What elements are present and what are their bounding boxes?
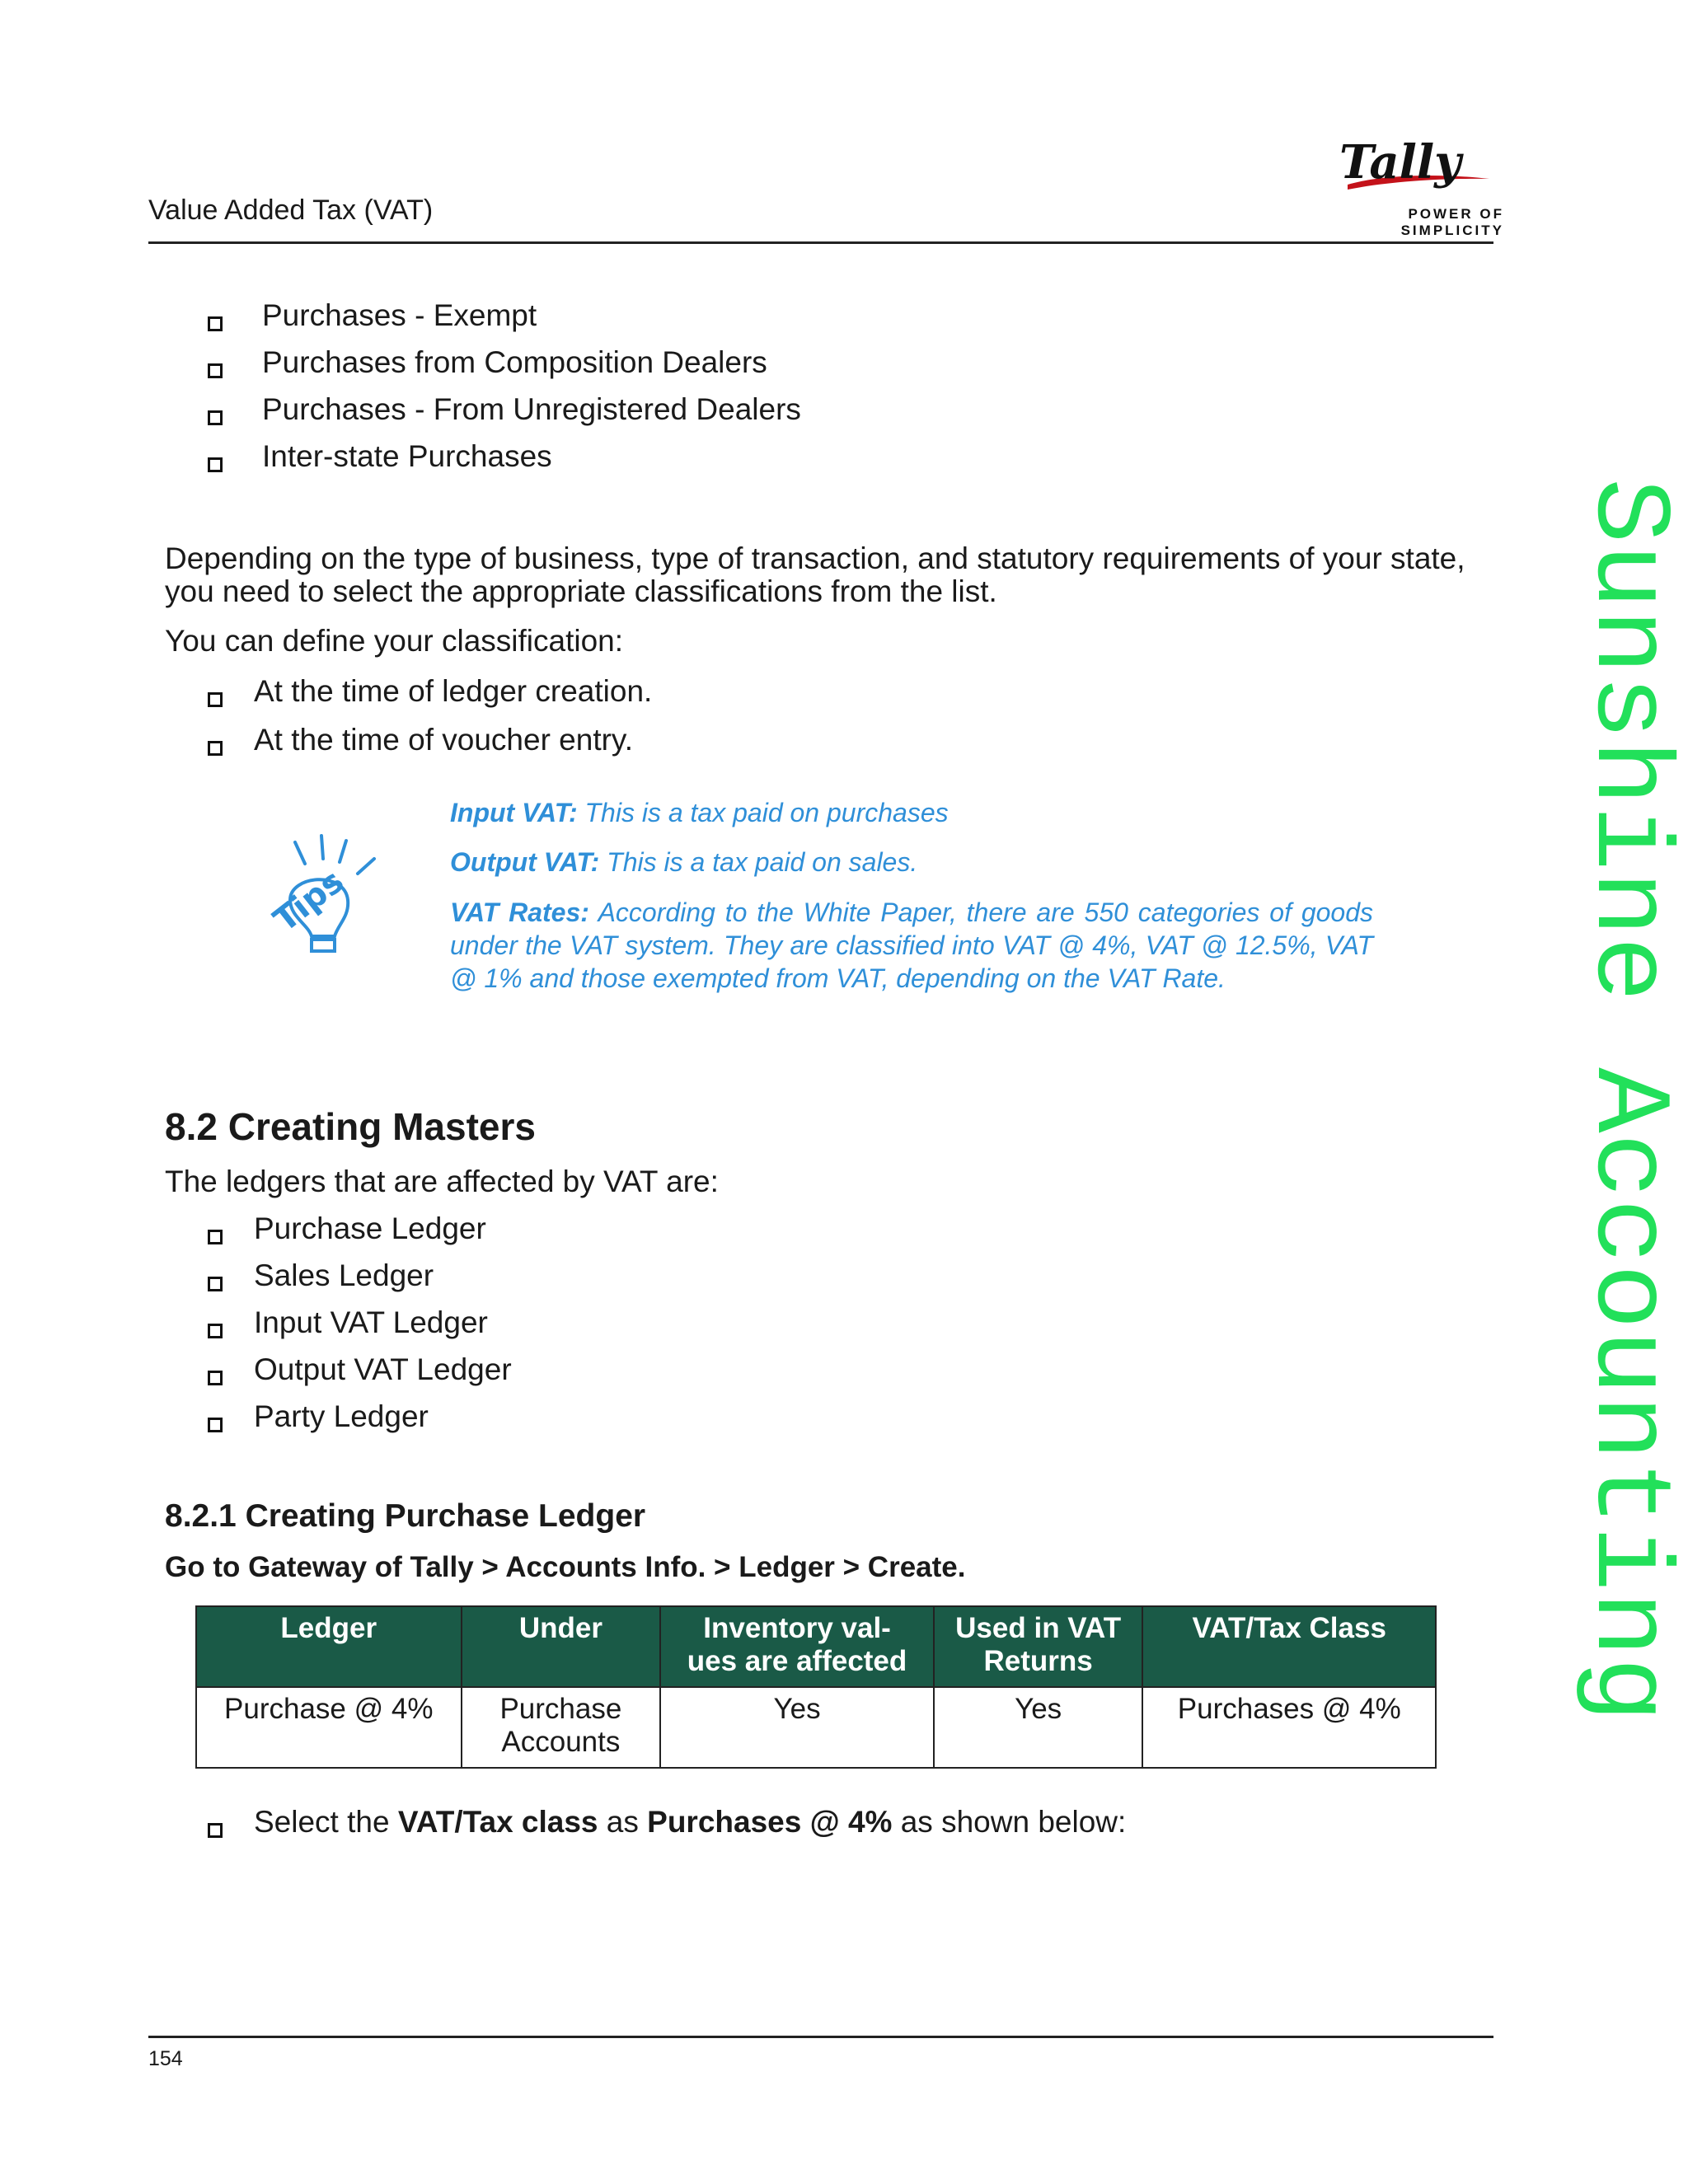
bullet-icon <box>208 1823 223 1838</box>
bullet-icon <box>208 1324 223 1338</box>
table-cell: Yes <box>934 1687 1143 1768</box>
bullet-icon <box>208 692 223 707</box>
logo-tagline: POWER OF SIMPLICITY <box>1400 206 1504 238</box>
bullet-icon <box>208 316 223 331</box>
bullet-icon <box>208 1230 223 1244</box>
running-header-title: Value Added Tax (VAT) <box>148 194 434 226</box>
list-item: At the time of voucher entry. <box>204 723 652 771</box>
table-cell: Purchase @ 4% <box>196 1687 462 1768</box>
footer-rule <box>148 2036 1493 2038</box>
svg-text:Tally: Tally <box>1339 135 1461 190</box>
page-number: 154 <box>148 2047 183 2070</box>
bullet-icon <box>208 741 223 756</box>
list-item: Party Ledger <box>204 1399 512 1446</box>
tip-output-vat: Output VAT: This is a tax paid on sales. <box>450 847 918 877</box>
column-header: Under <box>462 1606 661 1687</box>
list-item: Purchases from Composition Dealers <box>204 345 801 392</box>
bullet-icon <box>208 363 223 378</box>
watermark <box>1566 470 1687 1731</box>
list-item: Select the VAT/Tax class as Purchases @ 4% as shown below: <box>204 1805 1126 1852</box>
list-item: Inter-state Purchases <box>204 439 801 486</box>
table-cell: Yes <box>660 1687 934 1768</box>
intro-paragraph: Depending on the type of business, type of transaction, and statutory requirements of your state, you need to select the appropriate classifications from the list. <box>165 541 1465 608</box>
navigation-path: Go to Gateway of Tally > Accounts Info. > Ledger > Create. <box>165 1551 966 1583</box>
list-item: At the time of ledger creation. <box>204 674 652 723</box>
table-cell: Purchase Accounts <box>462 1687 661 1768</box>
subsection-heading: 8.2.1 Creating Purchase Ledger <box>165 1498 646 1534</box>
list-item: Input VAT Ledger <box>204 1305 512 1352</box>
column-header: VAT/Tax Class <box>1142 1606 1436 1687</box>
column-header: Ledger <box>196 1606 462 1687</box>
bullet-icon <box>208 410 223 425</box>
instruction-list <box>204 1805 1126 1852</box>
bullet-icon <box>208 1371 223 1385</box>
classification-intro: You can define your classification: <box>165 624 624 658</box>
purchase-types-list <box>204 298 801 486</box>
classification-list <box>204 674 652 771</box>
bullet-icon <box>208 1277 223 1291</box>
column-header: Inventory val- ues are affected <box>660 1606 934 1687</box>
ledger-table <box>195 1605 1437 1769</box>
bullet-icon <box>208 457 223 472</box>
tips-lightbulb-icon <box>262 834 386 974</box>
tip-input-vat: Input VAT: This is a tax paid on purchases <box>450 798 949 827</box>
list-item: Output VAT Ledger <box>204 1352 512 1399</box>
list-item: Purchases - From Unregistered Dealers <box>204 392 801 439</box>
tally-logo <box>1306 134 1504 238</box>
watermark-text: Sunshine Accounting <box>1566 478 1687 1700</box>
header-rule <box>148 241 1493 244</box>
section-heading: 8.2 Creating Masters <box>165 1105 536 1148</box>
list-item: Purchase Ledger <box>204 1212 512 1258</box>
svg-text:Tips: Tips <box>266 862 351 940</box>
ledgers-list <box>204 1212 512 1446</box>
list-item: Sales Ledger <box>204 1258 512 1305</box>
list-item: Purchases - Exempt <box>204 298 801 345</box>
table-cell: Purchases @ 4% <box>1142 1687 1436 1768</box>
tip-vat-rates: VAT Rates: According to the White Paper, there are 550 categories of goods under the VAT system. They are classified into VAT @ 4%, VAT @ 12.5%, VAT @ 1% and those exempted from VAT, depending on the VAT Rate. <box>450 898 1374 993</box>
bullet-icon <box>208 1418 223 1432</box>
column-header: Used in VAT Returns <box>934 1606 1143 1687</box>
table-header-row <box>196 1606 1436 1687</box>
table-row <box>196 1687 1436 1768</box>
section-intro: The ledgers that are affected by VAT are: <box>165 1165 719 1198</box>
